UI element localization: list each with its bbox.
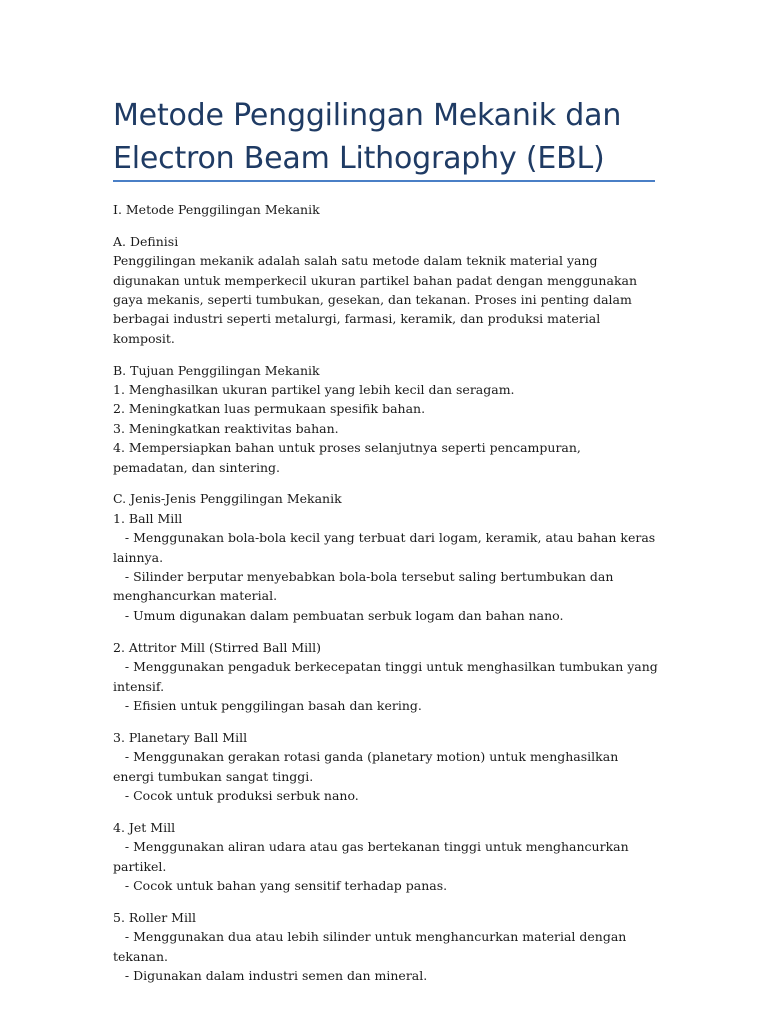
tujuan-section <box>113 361 658 477</box>
mill-point: - Cocok untuk bahan yang sensitif terhadap panas. <box>113 877 448 893</box>
mill-point: - Digunakan dalam industri semen dan mineral. <box>113 967 428 983</box>
mill-point: - Efisien untuk penggilingan basah dan kering. <box>113 697 422 713</box>
mill-point: - Menggunakan pengaduk berkecepatan tinggi untuk menghasilkan tumbukan yang intensif. <box>113 659 662 694</box>
mill-point: - Cocok untuk produksi serbuk nano. <box>113 787 359 803</box>
mill-name: 5. Roller Mill <box>113 909 196 925</box>
document-body <box>113 200 662 998</box>
section-heading <box>113 200 658 219</box>
mill-name: 3. Planetary Ball Mill <box>113 729 248 745</box>
mill-point: - Menggunakan gerakan rotasi ganda (planetary motion) untuk menghasilkan energi tumbukan sangat tinggi. <box>113 749 623 784</box>
tujuan-heading: B. Tujuan Penggilingan Mekanik <box>113 362 320 378</box>
mill-name: 4. Jet Mill <box>113 819 176 835</box>
mill-name: 2. Attritor Mill (Stirred Ball Mill) <box>113 639 322 655</box>
mill-point: - Menggunakan dua atau lebih silinder untuk menghancurkan material dengan tekanan. <box>113 929 631 964</box>
tujuan-item: 4. Mempersiapkan bahan untuk proses selanjutnya seperti pencampuran, pemadatan, dan sintering. <box>113 440 581 475</box>
ball-mill-section <box>113 489 658 625</box>
jet-mill-section <box>113 818 658 896</box>
title-block <box>113 94 658 180</box>
tujuan-item: 2. Meningkatkan luas permukaan spesifik bahan. <box>113 401 426 417</box>
heading-metode-penggilingan: I. Metode Penggilingan Mekanik <box>113 202 320 217</box>
mill-point: - Menggunakan bola-bola kecil yang terbuat dari logam, keramik, atau bahan keras lainnya. <box>113 530 660 565</box>
mill-name: 1. Ball Mill <box>113 510 183 526</box>
roller-mill-section <box>113 908 658 986</box>
tujuan-item: 3. Meningkatkan reaktivitas bahan. <box>113 420 339 436</box>
definisi-heading: A. Definisi <box>113 233 179 249</box>
title-divider <box>113 180 655 182</box>
document-title: Metode Penggilingan Mekanik dan Electron Beam Lithography (EBL) <box>113 98 622 176</box>
tujuan-item: 1. Menghasilkan ukuran partikel yang lebih kecil dan seragam. <box>113 382 515 398</box>
mill-point: - Menggunakan aliran udara atau gas bertekanan tinggi untuk menghancurkan partikel. <box>113 839 633 874</box>
definisi-section <box>113 232 658 348</box>
mill-point: - Silinder berputar menyebabkan bola-bola tersebut saling bertumbukan dan menghancurkan material. <box>113 569 618 604</box>
planetary-mill-section <box>113 728 658 806</box>
mill-point: - Umum digunakan dalam pembuatan serbuk logam dan bahan nano. <box>113 607 564 623</box>
jenis-heading: C. Jenis-Jenis Penggilingan Mekanik <box>113 491 342 507</box>
attritor-mill-section <box>113 638 662 716</box>
definisi-text: Penggilingan mekanik adalah salah satu metode dalam teknik material yang digunakan untuk memperkecil ukuran partikel bahan padat dengan menggunakan gaya mekanis, seperti tumbukan, gesekan, dan tekanan. Proses ini penting dalam berbagai industri seperti metalurgi, farmasi, keramik, dan produksi material komposit. <box>113 253 638 346</box>
